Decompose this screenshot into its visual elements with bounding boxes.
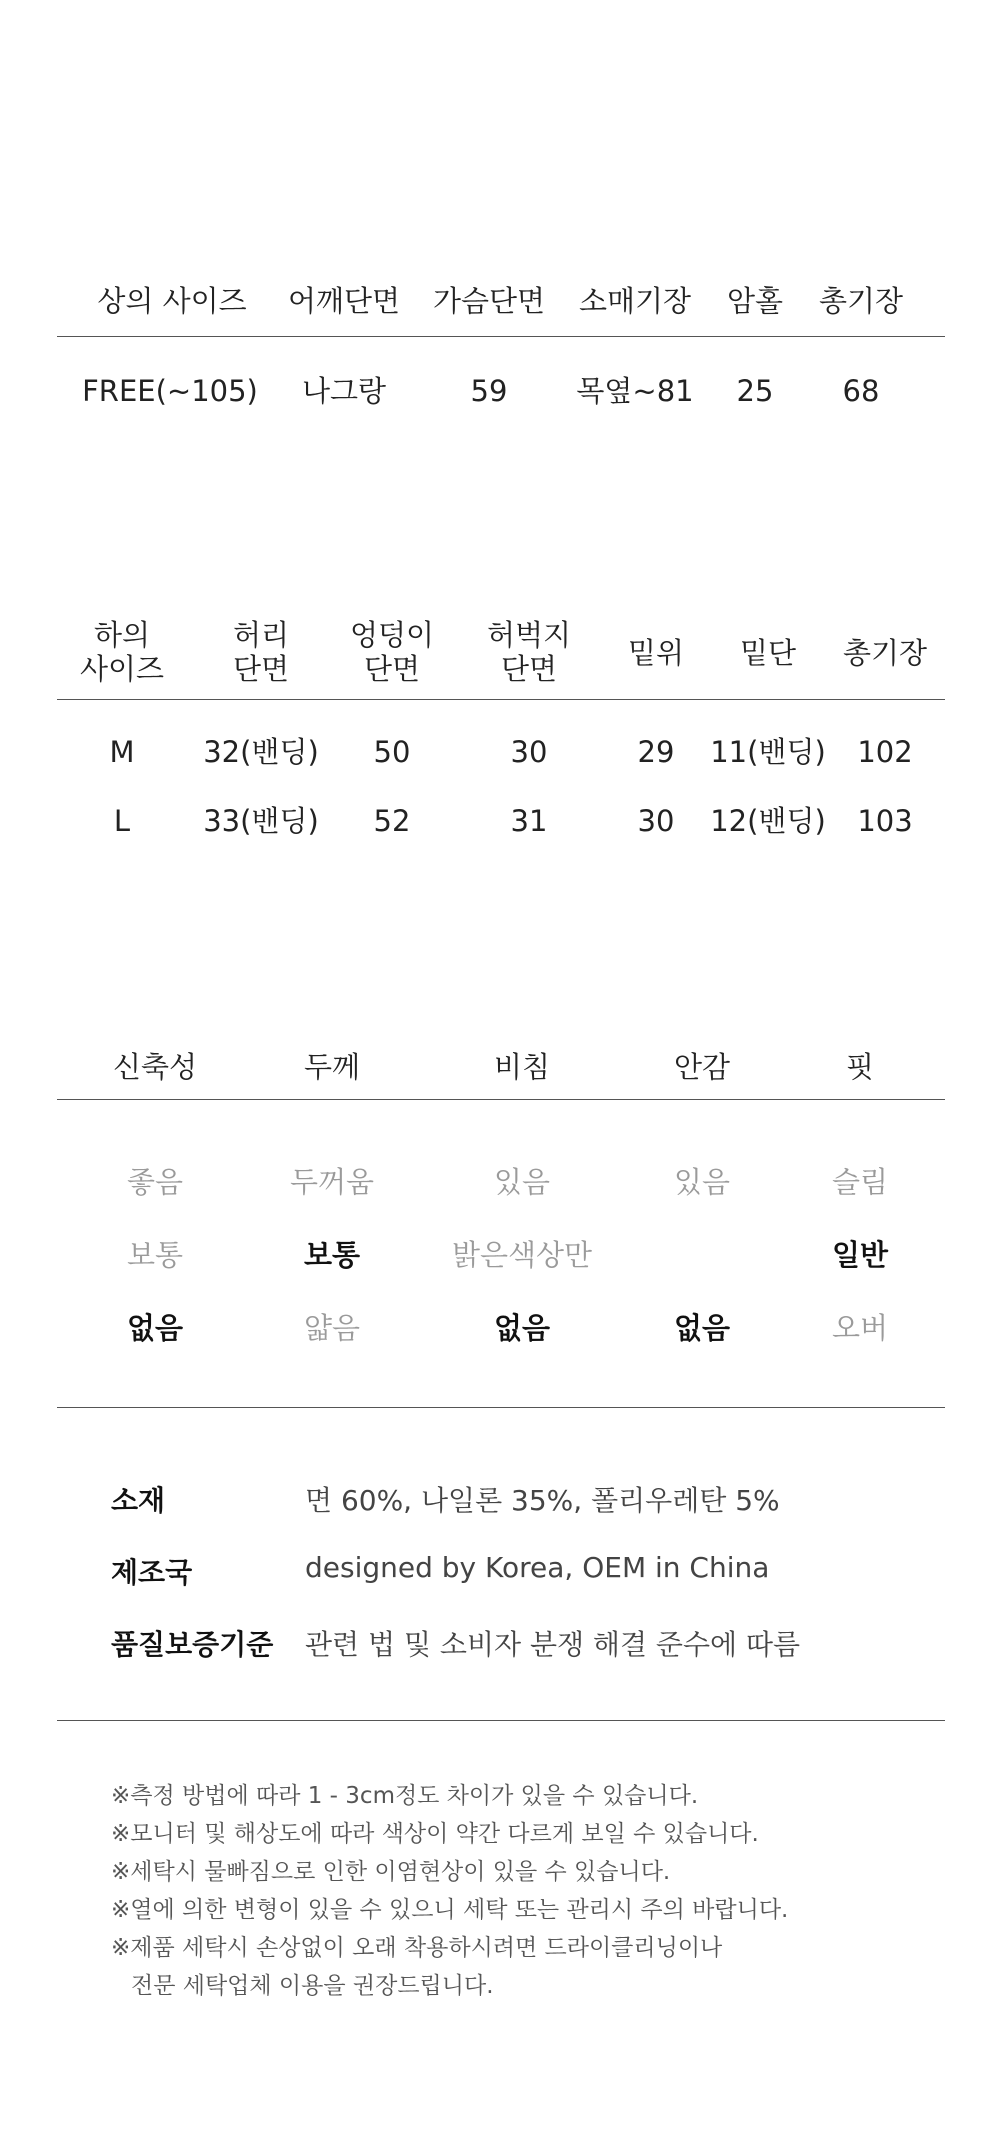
attribute-option: 있음	[493, 1165, 551, 1199]
top-size-value: 68	[842, 374, 880, 408]
attribute-header: 비침	[493, 1050, 551, 1084]
note-line: ※측정 방법에 따라 1 - 3cm정도 차이가 있을 수 있습니다.	[111, 1783, 699, 1809]
bottom-size-header: 하의 사이즈	[79, 618, 165, 686]
attribute-option-selected: 보통	[303, 1238, 361, 1272]
note-line: ※세탁시 물빠짐으로 인한 이염현상이 있을 수 있습니다.	[111, 1859, 671, 1885]
top-size-header: 소매기장	[578, 284, 692, 318]
bottom-size-value: 12(밴딩)	[710, 804, 826, 838]
bottom-size-value: L	[113, 804, 131, 838]
note-line: 전문 세탁업체 이용을 권장드립니다.	[131, 1973, 494, 1999]
attribute-option-selected: 없음	[126, 1311, 184, 1345]
bottom-size-value: 52	[373, 804, 411, 838]
attribute-option: 두꺼움	[289, 1165, 375, 1199]
attribute-option: 슬림	[831, 1165, 889, 1199]
attribute-option: 보통	[126, 1238, 184, 1272]
attributes-divider	[57, 1099, 945, 1100]
top-size-value: 25	[736, 374, 774, 408]
warranty-label: 품질보증기준	[111, 1628, 274, 1661]
bottom-size-value: 30	[510, 735, 548, 769]
bottom-size-header: 총기장	[842, 636, 928, 670]
attribute-option: 밝은색상만	[451, 1238, 593, 1272]
top-size-value: 나그랑	[301, 374, 387, 408]
bottom-size-header: 허벅지 단면	[486, 618, 572, 686]
attribute-header: 안감	[673, 1050, 731, 1084]
bottom-size-value: 30	[637, 804, 675, 838]
note-line: ※제품 세탁시 손상없이 오래 착용하시려면 드라이클리닝이나	[111, 1935, 723, 1961]
attribute-option: 얇음	[303, 1311, 361, 1345]
top-size-value: 목옆~81	[576, 374, 694, 408]
bottom-size-value: 33(밴딩)	[203, 804, 319, 838]
bottom-size-value: 29	[637, 735, 675, 769]
top-size-header: 상의 사이즈	[97, 284, 247, 318]
bottom-size-value: 103	[857, 804, 913, 838]
bottom-size-value: 102	[857, 735, 913, 769]
bottom-size-header: 엉덩이 단면	[349, 618, 435, 686]
top-size-value: FREE(~105)	[82, 374, 258, 408]
bottom-size-header: 허리 단면	[232, 618, 290, 686]
attribute-header: 신축성	[112, 1050, 198, 1084]
bottom-size-value: 31	[510, 804, 548, 838]
top-size-divider	[57, 336, 945, 337]
bottom-size-header: 밑위	[627, 636, 685, 670]
attribute-option: 있음	[673, 1165, 731, 1199]
info-bottom-divider	[57, 1720, 945, 1721]
bottom-size-value: 50	[373, 735, 411, 769]
attribute-option-selected: 없음	[493, 1311, 551, 1345]
bottom-size-value: 11(밴딩)	[710, 735, 826, 769]
material-value: 면 60%, 나일론 35%, 폴리우레탄 5%	[305, 1484, 780, 1517]
attribute-option-selected: 일반	[831, 1238, 889, 1272]
attributes-bottom-divider	[57, 1407, 945, 1408]
attribute-header: 핏	[845, 1050, 875, 1084]
top-size-header: 어깨단면	[287, 284, 401, 318]
attribute-option: 좋음	[126, 1165, 184, 1199]
bottom-size-value: 32(밴딩)	[203, 735, 319, 769]
top-size-header: 암홀	[726, 284, 784, 318]
top-size-value: 59	[470, 374, 508, 408]
attribute-option-selected: 없음	[673, 1311, 731, 1345]
bottom-size-divider	[57, 699, 945, 700]
attribute-option: 오버	[831, 1311, 889, 1345]
origin-value: designed by Korea, OEM in China	[305, 1551, 770, 1584]
origin-label: 제조국	[111, 1556, 193, 1589]
note-line: ※열에 의한 변형이 있을 수 있으니 세탁 또는 관리시 주의 바랍니다.	[111, 1897, 789, 1923]
bottom-size-value: M	[109, 735, 135, 769]
note-line: ※모니터 및 해상도에 따라 색상이 약간 다르게 보일 수 있습니다.	[111, 1821, 759, 1847]
bottom-size-header: 밑단	[739, 636, 797, 670]
material-label: 소재	[111, 1484, 166, 1517]
warranty-value: 관련 법 및 소비자 분쟁 해결 준수에 따름	[305, 1628, 801, 1661]
attribute-header: 두께	[303, 1050, 361, 1084]
top-size-header: 총기장	[818, 284, 904, 318]
top-size-header: 가슴단면	[432, 284, 546, 318]
